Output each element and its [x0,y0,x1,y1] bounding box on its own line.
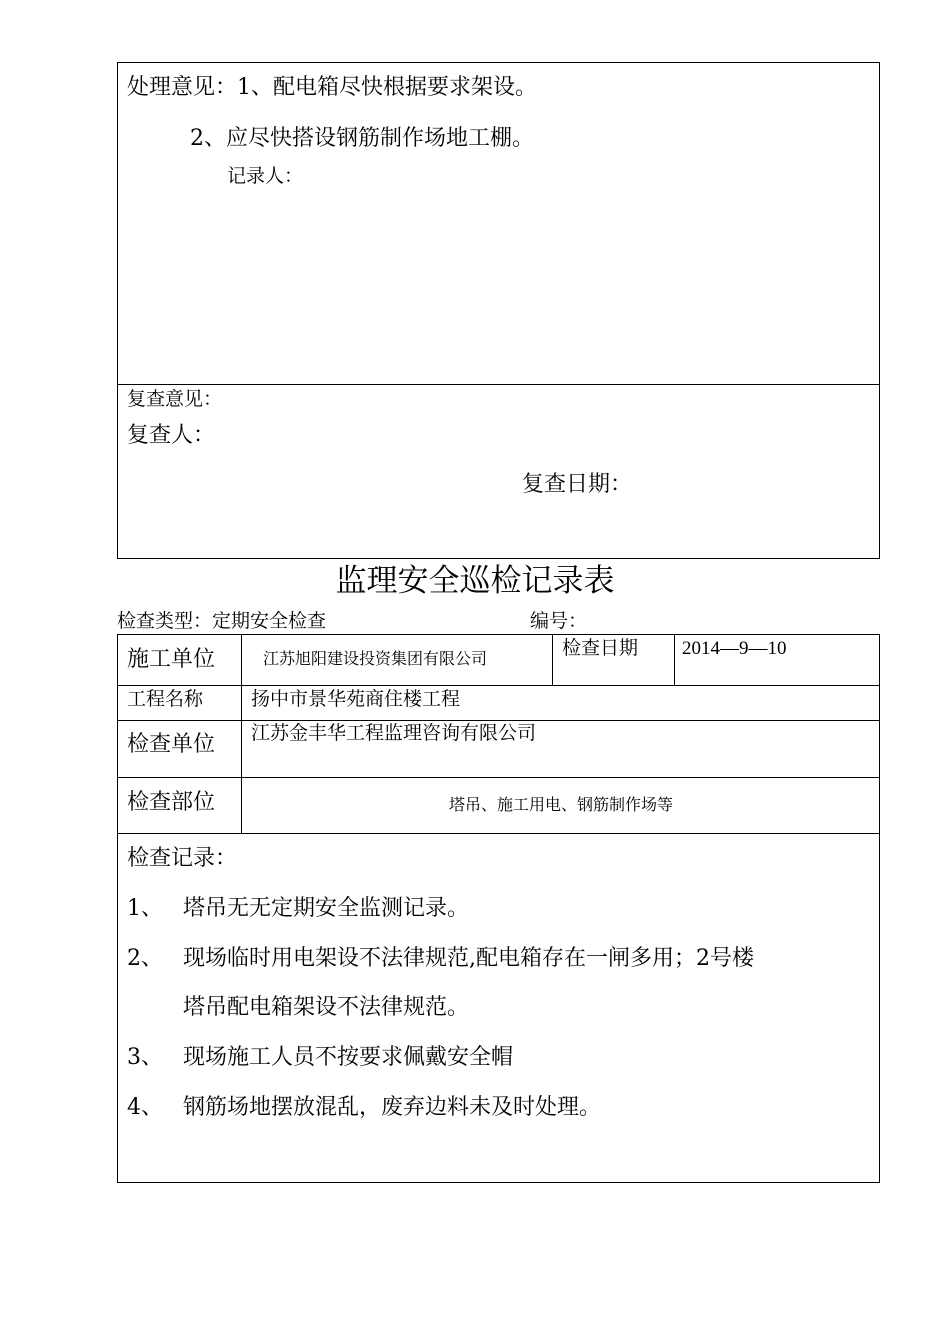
location-value: 塔吊、施工用电、钢筋制作场等 [448,795,673,814]
date-value-left-divider [674,634,675,685]
record-3-num: 3、 [127,1045,163,1070]
inspection-date-label: 检查日期 [562,637,639,659]
record-2-continuation: 塔吊配电箱架设不法律规范。 [183,995,470,1020]
inspection-type: 检查类型：定期安全检查 [117,610,327,632]
upper-table-divider [117,384,880,385]
opinion-label: 处理意见： [127,75,238,100]
row-divider-3 [117,777,880,778]
record-1-text: 塔吊无无定期安全监测记录。 [183,896,470,921]
project-value: 扬中市景华苑商住楼工程 [251,688,461,710]
inspector-label: 检查单位 [127,732,216,757]
contractor-label: 施工单位 [127,647,216,672]
record-4-text: 钢筋场地摆放混乱，废弃边料未及时处理。 [183,1095,602,1120]
date-label-left-divider [552,634,553,685]
opinion-item-1: 1、配电箱尽快根据要求架设。 [237,75,537,100]
contractor-value: 江苏旭阳建设投资集团有限公司 [263,649,488,668]
opinion-item-2: 2、应尽快搭设钢筋制作场地工棚。 [190,126,534,151]
row-divider-1 [117,685,880,686]
form-number-label: 编号： [530,610,588,632]
project-label: 工程名称 [127,688,204,710]
review-opinion-label: 复查意见： [127,388,223,410]
row-divider-4 [117,833,880,834]
inspection-date-value: 2014—9—10 [682,638,787,659]
reviewer-label: 复查人： [127,423,216,448]
row-divider-2 [117,720,880,721]
record-3-text: 现场施工人员不按要求佩戴安全帽 [183,1045,514,1070]
record-2-text: 现场临时用电架设不法律规范,配电箱存在一闸多用；2号楼 [183,946,754,971]
inspector-value: 江苏金丰华工程监理咨询有限公司 [251,722,537,744]
form-title: 监理安全巡检记录表 [335,563,615,599]
record-2-num: 2、 [127,946,163,971]
record-4-num: 4、 [127,1095,163,1120]
record-label: 检查记录： [127,846,238,871]
review-date-label: 复查日期： [522,472,633,497]
location-label: 检查部位 [127,790,216,815]
record-1-num: 1、 [127,896,163,921]
recorder-label: 记录人： [227,165,304,187]
